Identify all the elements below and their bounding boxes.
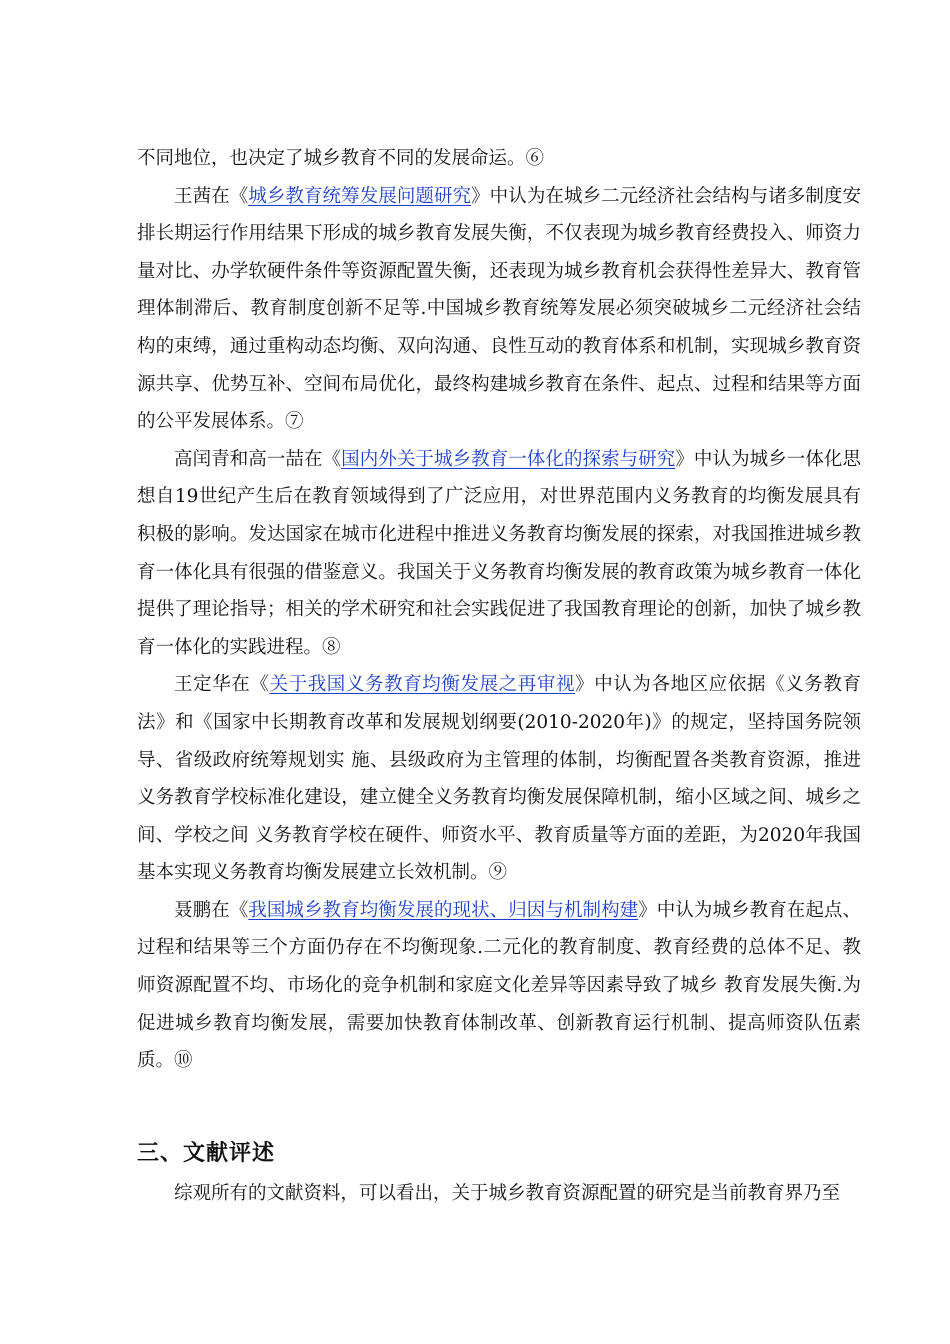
section-paragraph: 综观所有的文献资料，可以看出，关于城乡教育资源配置的研究是当前教育界乃至 [174, 1183, 841, 1204]
paragraph-wangqian [137, 178, 861, 441]
paragraph-wangdinghua [137, 666, 861, 892]
citation-link[interactable]: 国内外关于城乡教育一体化的探索与研究 [341, 448, 676, 470]
paragraph-text: 不同地位，也决定了城乡教育不同的发展命运。⑥ [137, 148, 545, 169]
paragraph-niepeng [137, 892, 861, 1080]
paragraph-gaorunqing [137, 441, 861, 667]
paragraph-continuation [137, 140, 861, 178]
paragraph-text: 王定华在《 [174, 674, 270, 696]
paragraph-text: 》中认为各地区应依据《义务教育法》和《国家中长期教育改革和发展规划纲要(2010-2020年)》的规定，坚持国务院领导、省级政府统筹规划实 施、县级政府为主管理的体制，均衡配置各类教育资源，推进义务教育学校标准化建设，建立健全义务教育均衡发展保障机制，缩小区域之间、城乡之间、学校之间 义务教育学校在硬件、师资水平、教育质量等方面的差距，为2020年我国基本实现义务教育均衡发展建立长效机制。⑨ [137, 674, 861, 884]
citation-link[interactable]: 我国城乡教育均衡发展的现状、归因与机制构建 [248, 899, 639, 921]
paragraph-text: 高闰青和高一喆在《 [174, 448, 342, 470]
section-heading: 三、文献评述 [137, 1141, 276, 1166]
citation-link[interactable]: 城乡教育统筹发展问题研究 [248, 185, 472, 207]
paragraph-text: 》中认为城乡教育在起点、过程和结果等三个方面仍存在不均衡现象.二元化的教育制度、教育经费的总体不足、教师资源配置不均、市场化的竞争机制和家庭文化差异等因素导致了城乡 教育发展失衡.为促进城乡教育均衡发展，需要加快教育体制改革、创新教育运行机制、提高师资队伍素质。⑩ [137, 899, 861, 1072]
citation-link[interactable]: 关于我国义务教育均衡发展之再审视 [269, 674, 576, 696]
body-text [137, 140, 861, 1080]
paragraph-text: 王茜在《 [174, 185, 249, 207]
paragraph-text: 》中认为城乡一体化思想自19世纪产生后在教育领域得到了广泛应用，对世界范围内义务教育的均衡发展具有积极的影响。发达国家在城市化进程中推进义务教育均衡发展的探索，对我国推进城乡教育一体化具有很强的借鉴意义。我国关于义务教育均衡发展的教育政策为城乡教育一体化提供了理论指导；相关的学术研究和社会实践促进了我国教育理论的创新，加快了城乡教育一体化的实践进程。⑧ [137, 448, 861, 658]
section-body [137, 1175, 861, 1213]
paragraph-text: 聂鹏在《 [174, 899, 249, 921]
paragraph-text: 》中认为在城乡二元经济社会结构与诸多制度安排长期运行作用结果下形成的城乡教育发展失衡，不仅表现为城乡教育经费投入、师资力量对比、办学软硬件条件等资源配置失衡，还表现为城乡教育机会获得性差异大、教育管理体制滞后、教育制度创新不足等.中国城乡教育统筹发展必须突破城乡二元经济社会结构的束缚，通过重构动态均衡、双向沟通、良性互动的教育体系和机制，实现城乡教育资源共享、优势互补、空间布局优化，最终构建城乡教育在条件、起点、过程和结果等方面的公平发展体系。⑦ [137, 185, 861, 433]
